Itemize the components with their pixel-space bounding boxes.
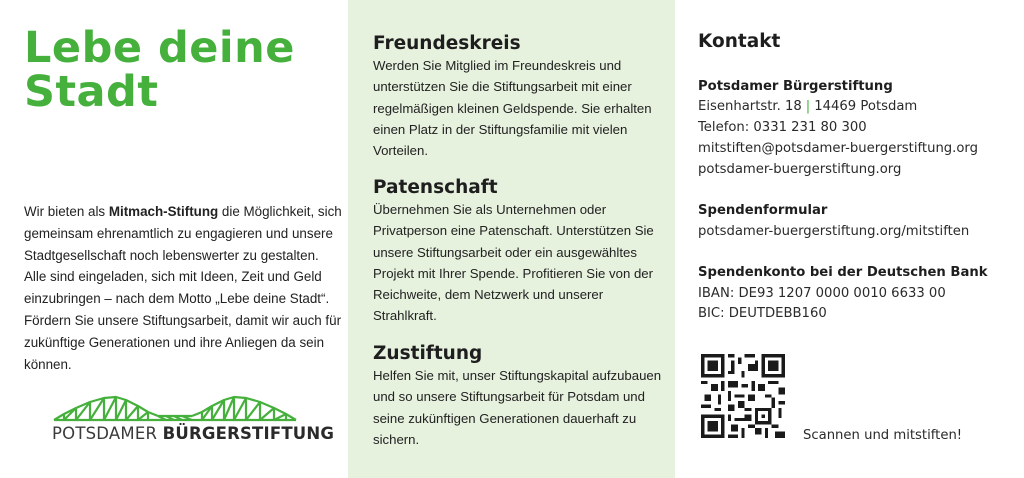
zustiftung-title: Zustiftung: [373, 343, 483, 364]
bridge-logo-icon: [52, 392, 298, 422]
patenschaft-title: Patenschaft: [373, 177, 498, 198]
headline-line-2: Stadt: [24, 67, 159, 117]
zustiftung-section: [373, 343, 665, 450]
form-title: Spendenformular: [698, 203, 828, 218]
logo-word-1: POTSDAMER: [52, 424, 163, 443]
bic: BIC: DEUTDEBB160: [698, 306, 827, 321]
intro-part-1: Wir bieten als: [24, 204, 109, 219]
form-link[interactable]: potsdamer-buergerstiftung.org/mitstiften: [698, 224, 970, 239]
right-column: [675, 0, 1024, 478]
intro-highlight: Mitmach-Stiftung: [108, 204, 219, 219]
city: 14469 Potsdam: [814, 99, 918, 114]
qr-code-icon[interactable]: [701, 354, 785, 438]
intro-text: [24, 201, 342, 375]
contact-title: Kontakt: [698, 31, 781, 52]
account-title: Spendenkonto bei der Deutschen Bank: [698, 265, 988, 280]
patenschaft-section: [373, 177, 665, 327]
street: Eisenhartstr. 18: [698, 99, 802, 114]
phone[interactable]: Telefon: 0331 231 80 300: [698, 120, 867, 135]
org-name: Potsdamer Bürgerstiftung: [698, 79, 893, 94]
iban: IBAN: DE93 1207 0000 0010 6633 00: [698, 286, 946, 301]
headline: [24, 23, 295, 117]
left-column: [0, 0, 348, 478]
freundeskreis-text: Werden Sie Mitglied im Freundeskreis und unterstützen Sie die Stiftungsarbeit mit einer regelmäßigen kleinen Geldspende. Sie erhalten einen Platz in der Stiftungsfamilie mit vielen Vorteilen.: [373, 58, 652, 159]
website-link[interactable]: potsdamer-buergerstiftung.org: [698, 162, 902, 177]
headline-line-1: Lebe deine: [24, 23, 295, 73]
foundation-logo: [52, 392, 335, 443]
middle-column: [348, 0, 675, 478]
logo-word-2: BÜRGERSTIFTUNG: [162, 424, 335, 443]
logo-wordmark: [52, 424, 335, 443]
address-separator: |: [805, 99, 811, 114]
scan-caption: Scannen und mitstiften!: [803, 428, 963, 443]
patenschaft-text: Übernehmen Sie als Unternehmen oder Privatperson eine Patenschaft. Unterstützen Sie unsere Stiftungsarbeit oder ein ausgewähltes Projekt mit Ihrer Spende. Profitieren Sie von der Reichweite, dem Netzwerk und unserer Strahlkraft.: [373, 202, 654, 324]
freundeskreis-section: [373, 33, 665, 161]
freundeskreis-title: Freundeskreis: [373, 33, 521, 54]
zustiftung-text: Helfen Sie mit, unser Stiftungskapital aufzubauen und so unsere Stiftungsarbeit für Potsdam und seine zukünftigen Generationen dauerhaft zu sichern.: [373, 368, 662, 447]
intro-part-2: die Möglichkeit, sich gemeinsam ehrenamtlich zu engagieren und unsere Stadtgesellschaft noch lebenswerter zu gestalten. Alle sind eingeladen, sich mit Ideen, Zeit und Geld einzubringen – nach dem Motto „Lebe deine Stadt“. Fördern Sie unsere Stiftungsarbeit, damit wir auch für zukünftige Generationen und ihre Anliegen da sein können.: [24, 204, 342, 372]
email-link[interactable]: mitstiften@potsdamer-buergerstiftung.org: [698, 141, 978, 156]
address-line: [698, 97, 917, 118]
